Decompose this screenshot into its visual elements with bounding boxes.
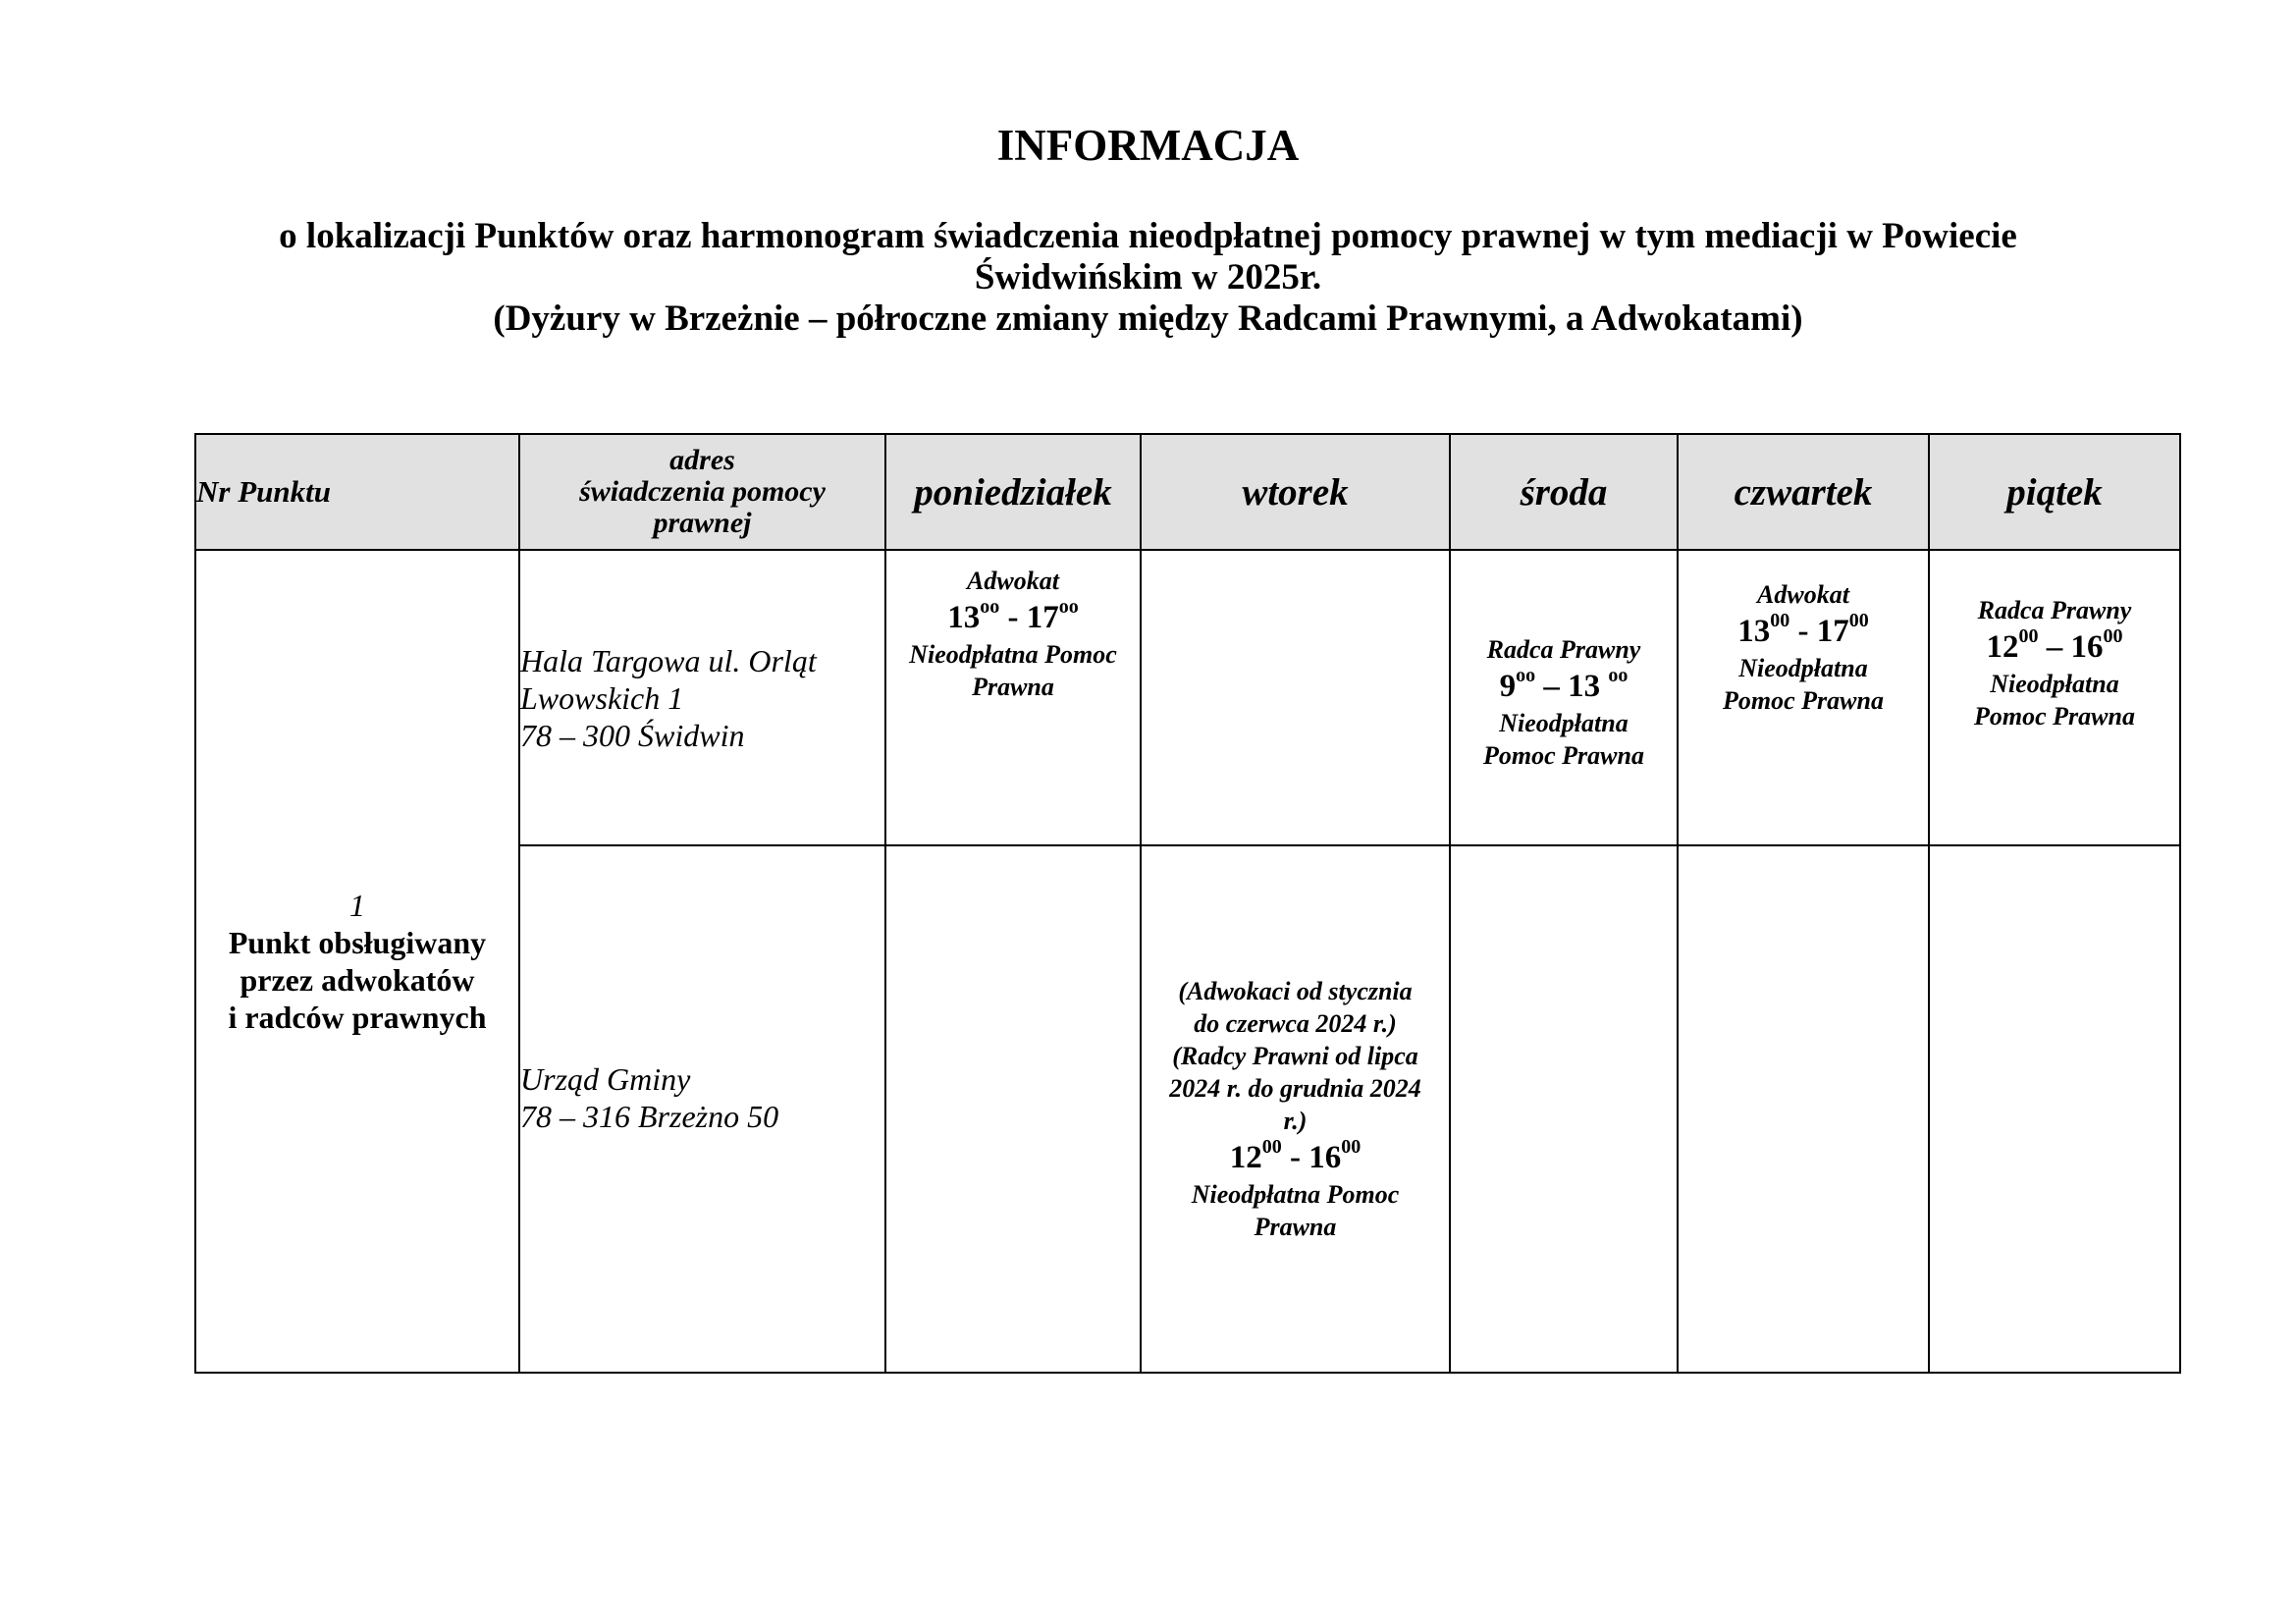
slot-hours: $13^{00} - 17^{00}$ [1737, 610, 1869, 649]
slot-thursday-swidwin [1678, 550, 1929, 845]
slot-hours: $12^{00} - 16^{00}$ [1229, 1136, 1362, 1175]
slot-note-line-1: (Adwokaci od stycznia [1178, 977, 1413, 1005]
table-row [195, 550, 2180, 845]
document-title: INFORMACJA [996, 121, 1300, 170]
header-tuesday: wtorek [1141, 434, 1450, 550]
slot-hours: $9^{oo} - 13$ $^{oo}$ [1499, 665, 1629, 704]
header-friday: piątek [1929, 434, 2180, 550]
point-desc-line-2: przez adwokatów [240, 962, 475, 998]
header-address-line-2: świadczenia pomocy [579, 475, 826, 508]
slot-note-line-5: r.) [1283, 1107, 1308, 1135]
point-number: 1 [349, 888, 365, 923]
slot-monday-swidwin [885, 550, 1141, 845]
header-thursday: czwartek [1678, 434, 1929, 550]
point-number-cell [195, 550, 519, 1373]
slot-service-line-2: Prawna [972, 673, 1054, 701]
address-line-1: Urząd Gminy [520, 1060, 691, 1097]
header-nr-punktu: Nr Punktu [195, 434, 519, 550]
slot-friday-swidwin [1929, 550, 2180, 845]
slot-service-line-2: Pomoc Prawna [1723, 686, 1884, 715]
header-wednesday: środa [1450, 434, 1678, 550]
address-cell-swidwin [519, 550, 885, 845]
slot-monday-brzezno [885, 845, 1141, 1373]
slot-lawyer-type: Adwokat [1757, 580, 1849, 609]
subtitle-line-3: (Dyżury w Brzeżnie – półroczne zmiany między Radcami Prawnymi, a Adwokatami) [493, 298, 1803, 339]
slot-service-line-1: Nieodpłatna Pomoc [1191, 1180, 1400, 1209]
slot-wednesday-brzezno [1450, 845, 1678, 1373]
subtitle-line-1: o lokalizacji Punktów oraz harmonogram świadczenia nieodpłatnej pomocy prawnej w tym mediacji w Powiecie [279, 216, 2017, 256]
address-line-2: 78 – 316 Brzeżno 50 [520, 1098, 779, 1134]
document-subtitle [196, 216, 2100, 340]
header-address-line-1: adres [669, 444, 735, 476]
address-line-1: Hala Targowa ul. Orląt [520, 642, 817, 678]
header-monday: poniedziałek [885, 434, 1141, 550]
slot-tuesday-swidwin [1141, 550, 1450, 845]
header-address-line-3: prawnej [653, 507, 752, 539]
slot-tuesday-brzezno [1141, 845, 1450, 1373]
slot-service-line-2: Pomoc Prawna [1974, 702, 2135, 731]
slot-wednesday-swidwin [1450, 550, 1678, 845]
slot-service-line-1: Nieodpłatna [1738, 654, 1868, 682]
slot-hours: $12^{00} - 16^{00}$ [1986, 625, 2123, 665]
slot-service-line-1: Nieodpłatna [1990, 670, 2119, 698]
slot-service-line-1: Nieodpłatna [1499, 709, 1629, 737]
slot-service-line-1: Nieodpłatna Pomoc [909, 640, 1117, 669]
slot-thursday-brzezno [1678, 845, 1929, 1373]
slot-lawyer-type: Radca Prawny [1977, 596, 2132, 624]
point-desc-line-3: i radców prawnych [228, 1000, 487, 1035]
schedule-table [194, 433, 2181, 1374]
address-line-2: Lwowskich 1 [520, 679, 684, 716]
address-line-3: 78 – 300 Świdwin [520, 717, 745, 753]
slot-note-line-3: (Radcy Prawni od lipca [1172, 1042, 1418, 1070]
header-row [195, 434, 2180, 550]
slot-friday-brzezno [1929, 845, 2180, 1373]
point-desc-line-1: Punkt obsługiwany [228, 925, 487, 960]
slot-note-line-4: 2024 r. do grudnia 2024 [1169, 1074, 1421, 1103]
address-cell-brzezno [519, 845, 885, 1373]
slot-note-line-2: do czerwca 2024 r.) [1194, 1009, 1397, 1038]
subtitle-line-2: Świdwińskim w 2025r. [974, 257, 1322, 298]
slot-service-line-2: Prawna [1254, 1213, 1337, 1241]
slot-lawyer-type: Adwokat [967, 567, 1059, 595]
slot-lawyer-type: Radca Prawny [1486, 635, 1641, 664]
slot-hours: $13^{oo} - 17^{oo}$ [947, 596, 1079, 635]
header-address [519, 434, 885, 550]
slot-service-line-2: Pomoc Prawna [1483, 741, 1644, 770]
